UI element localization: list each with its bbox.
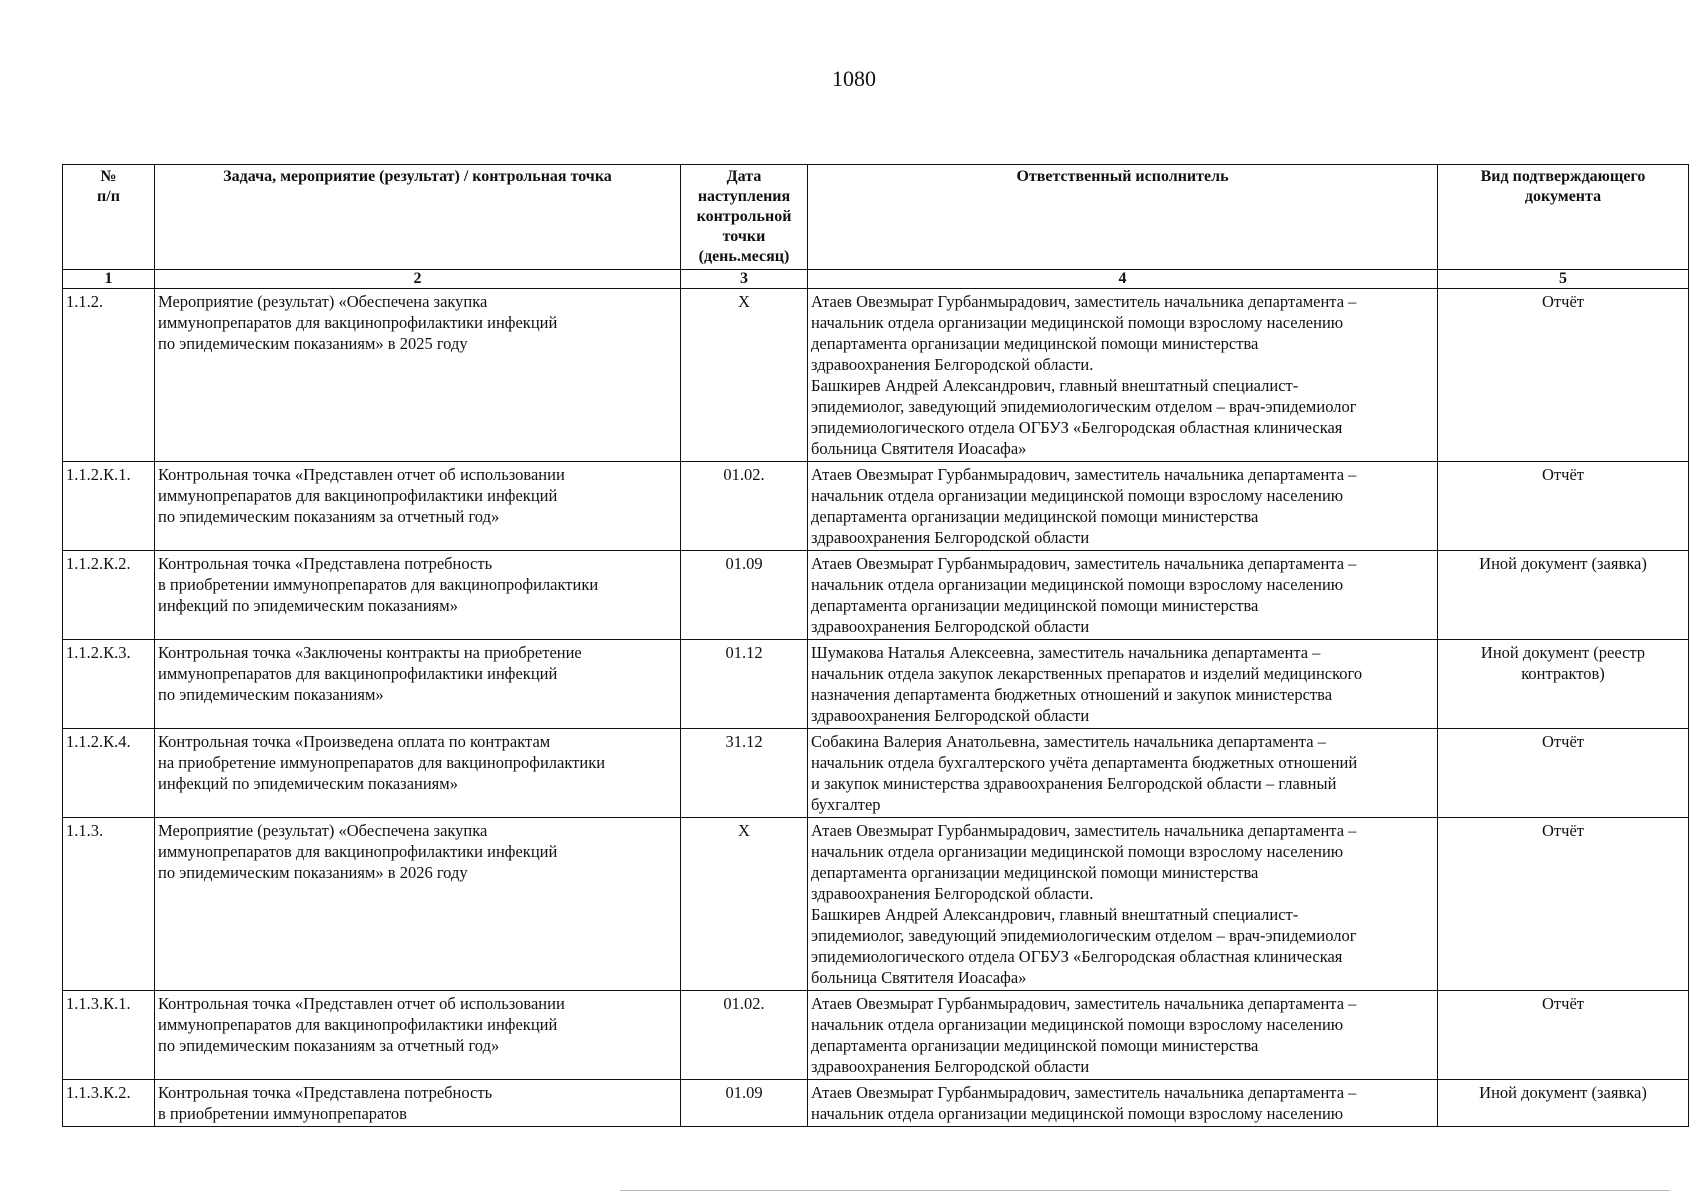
control-points-table [62,164,1689,1127]
row-num: 1.1.2.К.4. [63,729,155,818]
row-num: 1.1.3.К.1. [63,991,155,1080]
row-date: 31.12 [681,729,808,818]
row-responsible: Шумакова Наталья Алексеевна, заместитель начальника департамента – начальник отдела закупок лекарственных препаратов и изделий медицинского назначения департамента бюджетных отношений и закупок министерства здравоохранения Белгородской области [808,640,1438,729]
row-task: Мероприятие (результат) «Обеспечена закупка иммунопрепаратов для вакцинопрофилактики инфекций по эпидемическим показаниям» в 2026 году [155,818,681,991]
row-date: X [681,289,808,462]
table-row [63,462,1689,551]
row-task: Контрольная точка «Заключены контракты на приобретение иммунопрепаратов для вакцинопрофилактики инфекций по эпидемическим показаниям» [155,640,681,729]
header-row [63,165,1689,270]
row-responsible: Собакина Валерия Анатольевна, заместитель начальника департамента – начальник отдела бухгалтерского учёта департамента бюджетных отношений и закупок министерства здравоохранения Белгородской области – главный бухгалтер [808,729,1438,818]
column-number: 3 [681,270,808,289]
row-date: X [681,818,808,991]
row-num: 1.1.3. [63,818,155,991]
row-num: 1.1.2. [63,289,155,462]
row-doc: Отчёт [1438,818,1689,991]
row-doc: Отчёт [1438,991,1689,1080]
row-num: 1.1.2.К.1. [63,462,155,551]
table-row [63,640,1689,729]
row-num: 1.1.3.К.2. [63,1080,155,1127]
row-num: 1.1.2.К.2. [63,551,155,640]
row-doc: Отчёт [1438,462,1689,551]
table-row [63,991,1689,1080]
row-task: Контрольная точка «Представлен отчет об использовании иммунопрепаратов для вакцинопрофилактики инфекций по эпидемическим показаниям за отчетный год» [155,991,681,1080]
row-date: 01.12 [681,640,808,729]
column-number: 5 [1438,270,1689,289]
row-date: 01.09 [681,1080,808,1127]
row-task: Контрольная точка «Произведена оплата по контрактам на приобретение иммунопрепаратов для вакцинопрофилактики инфекций по эпидемическим показаниям» [155,729,681,818]
row-doc: Отчёт [1438,289,1689,462]
table-row [63,729,1689,818]
row-responsible: Атаев Овезмырат Гурбанмырадович, заместитель начальника департамента – начальник отдела организации медицинской помощи взрослому населению департамента организации медицинской помощи министерства здравоохранения Белгородской области [808,551,1438,640]
row-num: 1.1.2.К.3. [63,640,155,729]
row-responsible: Атаев Овезмырат Гурбанмырадович, заместитель начальника департамента – начальник отдела организации медицинской помощи взрослому населению департамента организации медицинской помощи министерства здравоохранения Белгородской области [808,991,1438,1080]
row-responsible: Атаев Овезмырат Гурбанмырадович, заместитель начальника департамента – начальник отдела организации медицинской помощи взрослому населению департамента организации медицинской помощи министерства здравоохранения Белгородской области [808,462,1438,551]
header-responsible: Ответственный исполнитель [808,165,1438,270]
row-doc: Иной документ (заявка) [1438,1080,1689,1127]
column-number: 4 [808,270,1438,289]
row-date: 01.02. [681,462,808,551]
scan-divider [620,1190,1670,1191]
row-doc: Иной документ (заявка) [1438,551,1689,640]
row-doc: Отчёт [1438,729,1689,818]
row-responsible: Атаев Овезмырат Гурбанмырадович, заместитель начальника департамента – начальник отдела организации медицинской помощи взрослому населению департамента организации медицинской помощи министерства здравоохранения Белгородской области. Башкирев Андрей Александрович, главный внештатный специалист- эпидемиолог, заведующий эпидемиологическим отделом – врач-эпидемиолог эпидемиологического отдела ОГБУЗ «Белгородская областная клиническая больница Святителя Иоасафа» [808,289,1438,462]
row-responsible: Атаев Овезмырат Гурбанмырадович, заместитель начальника департамента – начальник отдела организации медицинской помощи взрослому населению [808,1080,1438,1127]
header-num: № п/п [63,165,155,270]
header-task: Задача, мероприятие (результат) / контрольная точка [155,165,681,270]
row-task: Контрольная точка «Представлена потребность в приобретении иммунопрепаратов [155,1080,681,1127]
row-task: Контрольная точка «Представлена потребность в приобретении иммунопрепаратов для вакцинопрофилактики инфекций по эпидемическим показаниям» [155,551,681,640]
table-row [63,551,1689,640]
column-number: 1 [63,270,155,289]
table-row [63,289,1689,462]
row-task: Мероприятие (результат) «Обеспечена закупка иммунопрепаратов для вакцинопрофилактики инфекций по эпидемическим показаниям» в 2025 году [155,289,681,462]
row-task: Контрольная точка «Представлен отчет об использовании иммунопрепаратов для вакцинопрофилактики инфекций по эпидемическим показаниям за отчетный год» [155,462,681,551]
column-number: 2 [155,270,681,289]
table-row [63,818,1689,991]
header-doc: Вид подтверждающего документа [1438,165,1689,270]
row-responsible: Атаев Овезмырат Гурбанмырадович, заместитель начальника департамента – начальник отдела организации медицинской помощи взрослому населению департамента организации медицинской помощи министерства здравоохранения Белгородской области. Башкирев Андрей Александрович, главный внештатный специалист- эпидемиолог, заведующий эпидемиологическим отделом – врач-эпидемиолог эпидемиологического отдела ОГБУЗ «Белгородская областная клиническая больница Святителя Иоасафа» [808,818,1438,991]
row-doc: Иной документ (реестр контрактов) [1438,640,1689,729]
column-number-row [63,270,1689,289]
row-date: 01.02. [681,991,808,1080]
table-row [63,1080,1689,1127]
row-date: 01.09 [681,551,808,640]
page-number: 1080 [832,66,876,91]
header-date: Дата наступления контрольной точки (день.месяц) [681,165,808,270]
